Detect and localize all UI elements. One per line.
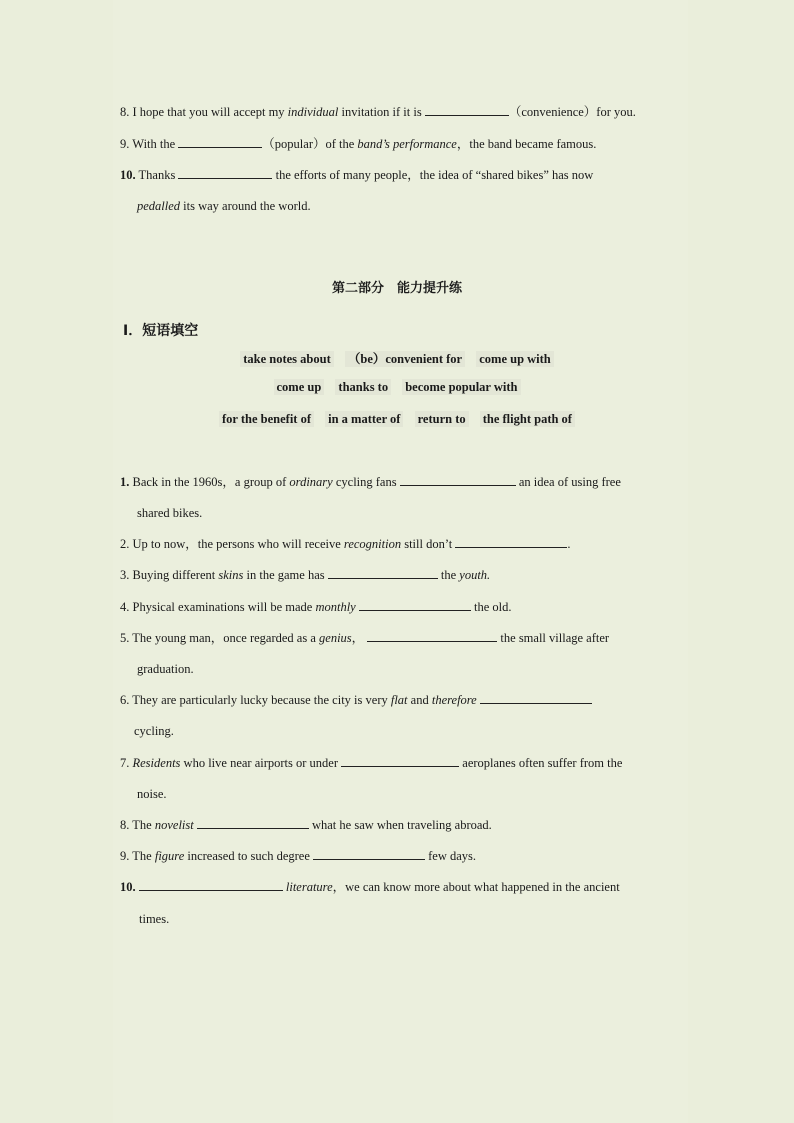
phrase-bank-row	[0, 380, 794, 395]
answer-blank[interactable]	[480, 692, 592, 704]
answer-blank[interactable]	[313, 848, 425, 860]
question-4: 4. Physical examinations will be made monthly the old.	[120, 600, 512, 614]
phrase: the flight path of	[480, 411, 575, 427]
question-6: 6. They are particularly lucky because the city is very flat and therefore	[120, 692, 592, 708]
question-5-cont: graduation.	[137, 662, 194, 676]
exercise-item-10: 10. Thanks the efforts of many people，the idea of “shared bikes” has now	[120, 168, 594, 182]
phrase-bank-row	[0, 412, 794, 427]
answer-blank[interactable]	[328, 567, 438, 579]
question-5: 5. The young man，once regarded as a genius， the small village after	[120, 631, 610, 645]
question-2: 2. Up to now，the persons who will receive recognition still don’t .	[120, 537, 571, 551]
answer-blank[interactable]	[178, 167, 272, 179]
question-10: 10. literature，we can know more about what happened in the ancient	[120, 880, 620, 894]
answer-blank[interactable]	[139, 879, 283, 891]
answer-blank[interactable]	[425, 104, 509, 116]
phrase-bank-row	[0, 349, 794, 367]
answer-blank[interactable]	[359, 599, 471, 611]
question-6-cont: cycling.	[134, 724, 174, 738]
phrase: for the benefit of	[219, 411, 314, 427]
phrase: thanks to	[335, 379, 391, 395]
question-1: 1. Back in the 1960s，a group of ordinary cycling fans an idea of using free	[120, 475, 621, 489]
answer-blank[interactable]	[178, 136, 262, 148]
phrase: become popular with	[402, 379, 520, 395]
phrase: return to	[415, 411, 469, 427]
phrase: come up	[274, 379, 325, 395]
answer-blank[interactable]	[455, 536, 567, 548]
exercise-item-9: 9. With the （popular）of the band’s performance，the band became famous.	[120, 137, 597, 151]
answer-blank[interactable]	[367, 630, 497, 642]
question-7-cont: noise.	[137, 787, 167, 801]
question-8: 8. The novelist what he saw when traveling abroad.	[120, 818, 492, 832]
question-3: 3. Buying different skins in the game has the youth.	[120, 568, 491, 582]
answer-blank[interactable]	[341, 755, 459, 767]
section-heading: Ⅰ．短语填空	[123, 323, 199, 339]
question-10-cont: times.	[139, 912, 170, 926]
exercise-item-10-cont: pedalled its way around the world.	[137, 199, 311, 213]
phrase: in a matter of	[325, 411, 403, 427]
answer-blank[interactable]	[400, 474, 516, 486]
phrase: take notes about	[240, 351, 334, 367]
question-1-cont: shared bikes.	[137, 506, 203, 520]
answer-blank[interactable]	[197, 817, 309, 829]
phrase: come up with	[476, 351, 554, 367]
phrase: （be）convenient for	[345, 351, 465, 367]
section-title: 第二部分 能力提升练	[331, 281, 462, 296]
question-7: 7. Residents who live near airports or under aeroplanes often suffer from the	[120, 756, 623, 770]
question-9: 9. The figure increased to such degree few days.	[120, 849, 477, 863]
exercise-item-8: 8. I hope that you will accept my individual invitation if it is （convenience）for you.	[120, 105, 636, 119]
